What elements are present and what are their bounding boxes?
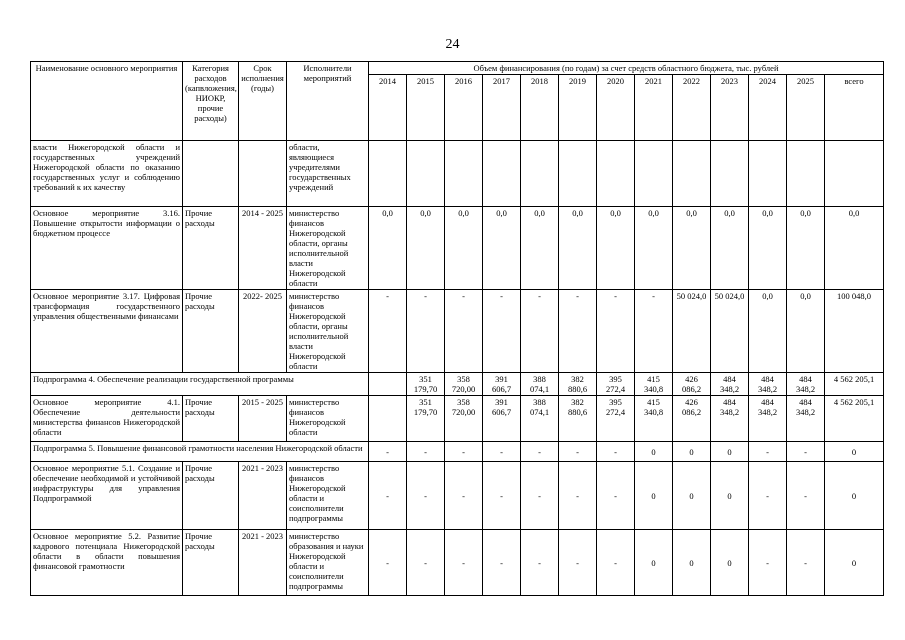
value-cell: - [559, 290, 597, 373]
value-cell: - [521, 530, 559, 596]
value-cell: - [445, 530, 483, 596]
value-cell: 484 348,2 [749, 396, 787, 442]
value-cell: 0 [635, 530, 673, 596]
value-cell: 391 606,7 [483, 373, 521, 396]
value-cell: 4 562 205,1 [825, 396, 884, 442]
executors-cell: области, являющиеся учредителями государственных учреждений [287, 141, 369, 207]
header-category: Категория расходов (капвложения, НИОКР, прочие расходы) [183, 62, 239, 141]
category-cell: Прочие расходы [183, 290, 239, 373]
header-year: всего [825, 75, 884, 141]
value-cell: - [749, 462, 787, 530]
header-year: 2016 [445, 75, 483, 141]
term-cell: 2014 - 2025 [239, 207, 287, 290]
value-cell: - [483, 462, 521, 530]
value-cell: 0 [711, 462, 749, 530]
value-cell [749, 141, 787, 207]
header-year: 2019 [559, 75, 597, 141]
value-cell [825, 141, 884, 207]
value-cell: - [483, 290, 521, 373]
category-cell: Прочие расходы [183, 462, 239, 530]
value-cell [445, 141, 483, 207]
value-cell: 351 179,70 [407, 373, 445, 396]
value-cell: 391 606,7 [483, 396, 521, 442]
value-cell: 395 272,4 [597, 396, 635, 442]
executors-cell: министерство образования и науки Нижегородской области и соисполнители подпрограммы [287, 530, 369, 596]
header-year: 2018 [521, 75, 559, 141]
header-year: 2015 [407, 75, 445, 141]
value-cell: 0,0 [711, 207, 749, 290]
value-cell [673, 141, 711, 207]
value-cell [787, 141, 825, 207]
category-cell: Прочие расходы [183, 207, 239, 290]
value-cell: - [521, 442, 559, 462]
value-cell: 50 024,0 [673, 290, 711, 373]
value-cell: 100 048,0 [825, 290, 884, 373]
value-cell: 0 [673, 442, 711, 462]
value-cell: 0 [635, 462, 673, 530]
table-row [31, 530, 884, 596]
table-row [31, 462, 884, 530]
header-year: 2021 [635, 75, 673, 141]
activity-name: Основное мероприятие 5.2. Развитие кадрового потенциала Нижегородской области в области повышения финансовой грамотности [31, 530, 183, 596]
value-cell: - [483, 442, 521, 462]
value-cell: 358 720,00 [445, 373, 483, 396]
term-cell [239, 141, 287, 207]
financing-table [30, 61, 884, 596]
executors-cell: министерство финансов Нижегородской области [287, 396, 369, 442]
value-cell: 0,0 [521, 207, 559, 290]
value-cell: 415 340,8 [635, 396, 673, 442]
value-cell: - [559, 530, 597, 596]
value-cell: 0,0 [787, 207, 825, 290]
value-cell: 0,0 [749, 290, 787, 373]
value-cell: - [787, 462, 825, 530]
value-cell: - [559, 462, 597, 530]
category-cell: Прочие расходы [183, 396, 239, 442]
term-cell: 2021 - 2023 [239, 462, 287, 530]
value-cell: 0,0 [445, 207, 483, 290]
value-cell: 0 [673, 530, 711, 596]
value-cell: 0,0 [407, 207, 445, 290]
value-cell: 0 [825, 442, 884, 462]
value-cell: - [445, 290, 483, 373]
header-year: 2022 [673, 75, 711, 141]
value-cell: 426 086,2 [673, 396, 711, 442]
header-financing: Объем финансирования (по годам) за счет средств областного бюджета, тыс. рублей [369, 62, 884, 75]
value-cell: - [521, 462, 559, 530]
subprogram-name: Подпрограмма 4. Обеспечение реализации государственной программы [31, 373, 369, 396]
value-cell: 358 720,00 [445, 396, 483, 442]
value-cell: 382 880,6 [559, 373, 597, 396]
value-cell: - [369, 442, 407, 462]
header-year: 2017 [483, 75, 521, 141]
value-cell [597, 141, 635, 207]
value-cell [521, 141, 559, 207]
header-name: Наименование основного мероприятия [31, 62, 183, 141]
value-cell [711, 141, 749, 207]
value-cell: - [597, 530, 635, 596]
value-cell: - [483, 530, 521, 596]
value-cell: - [445, 442, 483, 462]
value-cell: 0 [825, 462, 884, 530]
value-cell: 395 272,4 [597, 373, 635, 396]
header-year: 2024 [749, 75, 787, 141]
value-cell: 0,0 [673, 207, 711, 290]
value-cell: - [407, 442, 445, 462]
value-cell: 426 086,2 [673, 373, 711, 396]
value-cell: 0,0 [825, 207, 884, 290]
activity-name: Основное мероприятие 3.16. Повышение открытости информации о бюджетном процессе [31, 207, 183, 290]
activity-name: Основное мероприятие 3.17. Цифровая трансформация государственного управления общественными финансами [31, 290, 183, 373]
value-cell: 388 074,1 [521, 396, 559, 442]
activity-name: Основное мероприятие 5.1. Создание и обеспечение необходимой и устойчивой инфраструктуры для управления Подпрограммой [31, 462, 183, 530]
value-cell: 388 074,1 [521, 373, 559, 396]
subprogram-row [31, 442, 884, 462]
value-cell: 0,0 [787, 290, 825, 373]
value-cell: - [787, 530, 825, 596]
value-cell: 351 179,70 [407, 396, 445, 442]
subprogram-name: Подпрограмма 5. Повышение финансовой грамотности населения Нижегородской области [31, 442, 369, 462]
header-year: 2014 [369, 75, 407, 141]
value-cell [369, 141, 407, 207]
value-cell: - [407, 462, 445, 530]
term-cell: 2015 - 2025 [239, 396, 287, 442]
value-cell [483, 141, 521, 207]
value-cell: 484 348,2 [711, 396, 749, 442]
value-cell: - [369, 290, 407, 373]
category-cell: Прочие расходы [183, 530, 239, 596]
value-cell: 484 348,2 [711, 373, 749, 396]
value-cell: 484 348,2 [749, 373, 787, 396]
table-row [31, 141, 884, 207]
value-cell: - [749, 530, 787, 596]
value-cell: 0 [673, 462, 711, 530]
value-cell: 484 348,2 [787, 373, 825, 396]
value-cell: 382 880,6 [559, 396, 597, 442]
value-cell: - [521, 290, 559, 373]
header-term: Срок исполнения (годы) [239, 62, 287, 141]
value-cell: 0 [711, 530, 749, 596]
value-cell [369, 373, 407, 396]
table-row [31, 290, 884, 373]
value-cell: - [597, 442, 635, 462]
category-cell [183, 141, 239, 207]
subprogram-row [31, 373, 884, 396]
header-executors: Исполнители мероприятий [287, 62, 369, 141]
value-cell: 0 [635, 442, 673, 462]
value-cell: - [559, 442, 597, 462]
value-cell: 0,0 [369, 207, 407, 290]
value-cell: 0,0 [559, 207, 597, 290]
term-cell: 2021 - 2023 [239, 530, 287, 596]
value-cell [407, 141, 445, 207]
value-cell: - [407, 290, 445, 373]
value-cell: - [445, 462, 483, 530]
value-cell: 415 340,8 [635, 373, 673, 396]
value-cell [369, 396, 407, 442]
value-cell: 50 024,0 [711, 290, 749, 373]
header-year: 2025 [787, 75, 825, 141]
value-cell: - [749, 442, 787, 462]
value-cell: - [787, 442, 825, 462]
activity-name: власти Нижегородской области и государственных учреждений Нижегородской области по оказанию государственных услуг и соблюдению требований к их качеству [31, 141, 183, 207]
value-cell: - [597, 290, 635, 373]
value-cell: 0 [825, 530, 884, 596]
term-cell: 2022- 2025 [239, 290, 287, 373]
value-cell [559, 141, 597, 207]
executors-cell: министерство финансов Нижегородской области, органы исполнительной власти Нижегородской области [287, 207, 369, 290]
value-cell: - [597, 462, 635, 530]
value-cell [635, 141, 673, 207]
value-cell: - [369, 462, 407, 530]
header-year: 2023 [711, 75, 749, 141]
value-cell: - [407, 530, 445, 596]
value-cell: 0 [711, 442, 749, 462]
value-cell: 0,0 [635, 207, 673, 290]
value-cell: 0,0 [749, 207, 787, 290]
header-year: 2020 [597, 75, 635, 141]
value-cell: - [369, 530, 407, 596]
table-row [31, 207, 884, 290]
activity-name: Основное мероприятие 4.1. Обеспечение деятельности министерства финансов Нижегородской области [31, 396, 183, 442]
executors-cell: министерство финансов Нижегородской области, органы исполнительной власти Нижегородской области [287, 290, 369, 373]
page-number: 24 [445, 37, 460, 52]
value-cell: - [635, 290, 673, 373]
value-cell: 484 348,2 [787, 396, 825, 442]
value-cell: 0,0 [483, 207, 521, 290]
value-cell: 0,0 [597, 207, 635, 290]
executors-cell: министерство финансов Нижегородской области и соисполнители подпрограммы [287, 462, 369, 530]
table-row [31, 396, 884, 442]
value-cell: 4 562 205,1 [825, 373, 884, 396]
